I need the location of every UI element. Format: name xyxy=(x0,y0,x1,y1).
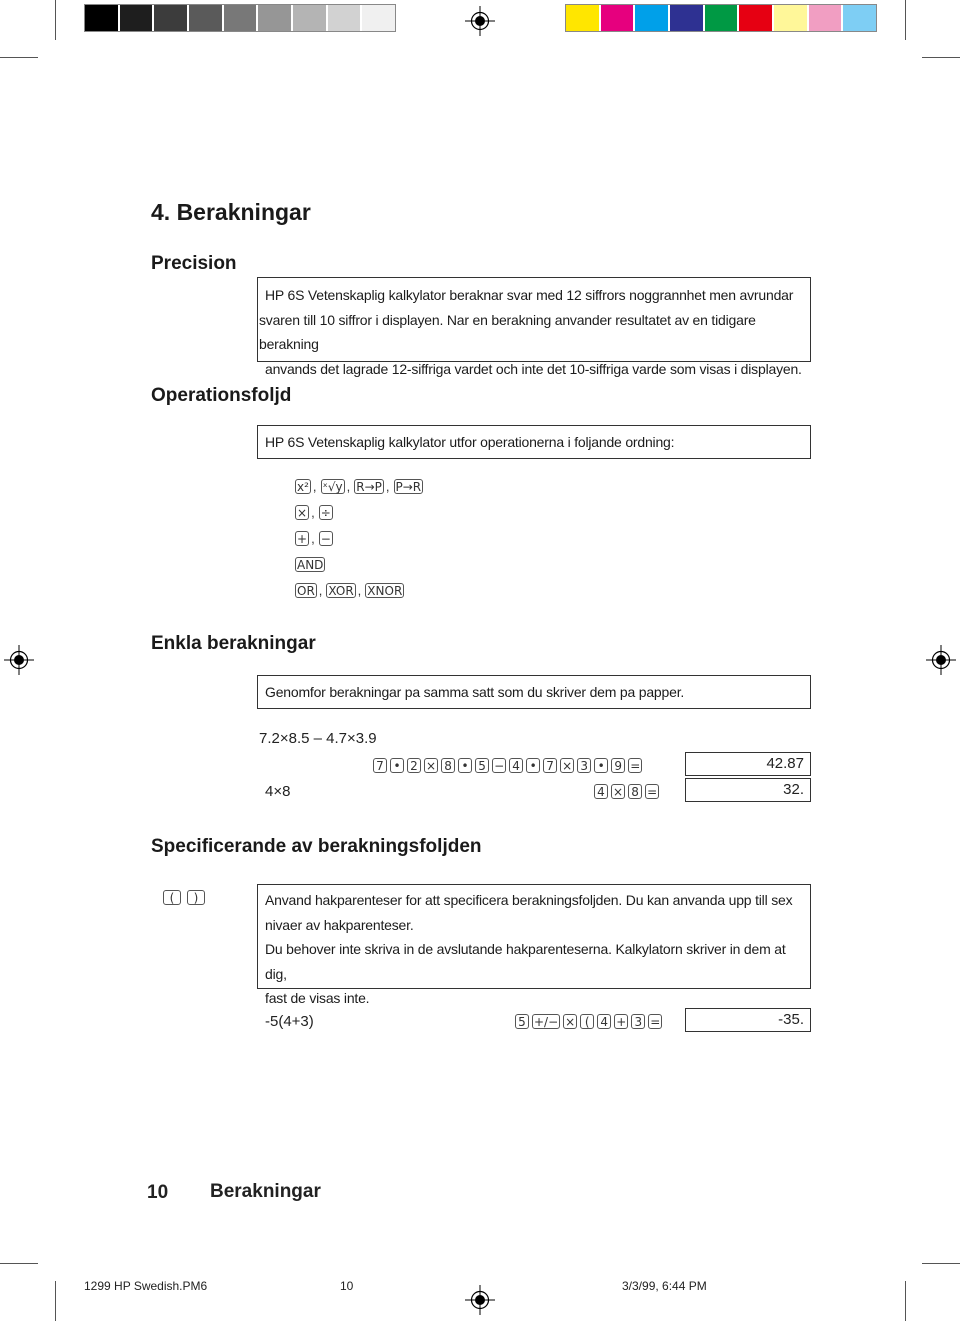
keystroke-sequence xyxy=(594,783,662,799)
color-swatch xyxy=(154,5,187,31)
calculator-key: AND xyxy=(297,558,324,573)
calculator-key: ˣ√y xyxy=(322,480,343,495)
calculator-key: • xyxy=(458,758,472,773)
page-title: 4. Berakningar xyxy=(151,199,311,225)
calculator-key: ) xyxy=(187,890,205,905)
calculator-key: 5 xyxy=(475,758,489,773)
calculator-key: − xyxy=(320,532,331,547)
specificerande-box xyxy=(257,884,811,1006)
calculator-key: P→R xyxy=(395,480,422,495)
specificerande-line: Anvand hakparenteser for att specificera berakningsfoljden. Du kan anvanda upp till sex xyxy=(265,892,793,908)
calculator-key: × xyxy=(297,506,308,521)
separator: , xyxy=(312,479,317,495)
registration-mark-icon xyxy=(465,1285,495,1315)
calculator-key: +/− xyxy=(534,1015,559,1030)
crop-mark xyxy=(905,1281,906,1321)
color-swatch xyxy=(635,5,668,31)
calculator-key: ÷ xyxy=(320,506,331,521)
color-calibration-bar xyxy=(565,4,877,32)
keystroke-sequence xyxy=(373,757,645,773)
calculator-key: 4 xyxy=(597,1014,611,1029)
keystroke-sequence xyxy=(515,1013,665,1029)
grayscale-calibration-bar xyxy=(84,4,396,32)
display-result: -35. xyxy=(685,1008,811,1032)
calculator-key: • xyxy=(390,758,404,773)
color-swatch xyxy=(670,5,703,31)
example-expression: -5(4+3) xyxy=(265,1013,314,1030)
calculator-key: XNOR xyxy=(367,584,403,599)
calculator-key: = xyxy=(630,759,641,774)
calculator-key: × xyxy=(565,1015,576,1030)
calculator-key: x² xyxy=(297,480,309,495)
slug-filename: 1299 HP Swedish.PM6 xyxy=(84,1279,208,1293)
color-swatch xyxy=(258,5,291,31)
color-swatch xyxy=(85,5,118,31)
color-swatch xyxy=(843,5,876,31)
calculator-key: ( xyxy=(163,890,181,905)
color-swatch xyxy=(362,5,395,31)
separator: , xyxy=(311,531,315,547)
operation-priority-row xyxy=(295,556,328,572)
calculator-key: + xyxy=(616,1015,627,1030)
precision-box xyxy=(257,277,811,377)
calculator-key: 4 xyxy=(509,758,523,773)
calculator-key: • xyxy=(594,758,608,773)
crop-mark xyxy=(922,57,960,58)
color-swatch xyxy=(601,5,634,31)
registration-mark-icon xyxy=(4,645,34,675)
calculator-key: OR xyxy=(297,584,315,599)
specificerande-line: nivaer av hakparenteser. xyxy=(265,916,414,933)
display-result: 32. xyxy=(685,778,811,802)
registration-mark-icon xyxy=(465,6,495,36)
calculator-key: 7 xyxy=(373,758,387,773)
calculator-key: 7 xyxy=(543,758,557,773)
color-swatch xyxy=(328,5,361,31)
calculator-key: 3 xyxy=(631,1014,645,1029)
calculator-key: + xyxy=(297,532,308,547)
calculator-key: × xyxy=(562,759,573,774)
specificerande-line: Du behover inte skriva in de avslutande hakparenteserna. Kalkylatorn skriver in dem at dig, xyxy=(265,941,786,982)
separator: , xyxy=(346,479,351,495)
crop-mark xyxy=(905,0,906,40)
precision-heading: Precision xyxy=(151,253,237,274)
enkla-heading: Enkla berakningar xyxy=(151,633,316,654)
separator: , xyxy=(357,583,362,599)
example-expression: 4×8 xyxy=(265,783,291,800)
separator: , xyxy=(385,479,390,495)
color-swatch xyxy=(809,5,842,31)
registration-mark-icon xyxy=(926,645,956,675)
slug-page: 10 xyxy=(340,1279,354,1293)
operation-priority-row xyxy=(295,582,407,598)
calculator-key: = xyxy=(650,1015,661,1030)
calculator-key: R→P xyxy=(356,480,382,495)
color-swatch xyxy=(774,5,807,31)
calculator-key: × xyxy=(426,759,437,774)
calculator-key: 3 xyxy=(577,758,591,773)
operationsfoljd-heading: Operationsfoljd xyxy=(151,385,292,406)
calculator-key: 5 xyxy=(515,1014,529,1029)
crop-mark xyxy=(0,1263,38,1264)
precision-line: anvands det lagrade 12-siffriga vardet och inte det 10-siffriga varde som visas i displayen. xyxy=(265,360,802,377)
slug-date: 3/3/99, 6:44 PM xyxy=(622,1279,707,1293)
color-swatch xyxy=(189,5,222,31)
color-swatch xyxy=(566,5,599,31)
calculator-key: = xyxy=(647,785,658,800)
operationsfoljd-text: HP 6S Vetenskaplig kalkylator utfor operationerna i foljande ordning: xyxy=(265,434,675,450)
calculator-key: • xyxy=(526,758,540,773)
calculator-key: 8 xyxy=(441,758,455,773)
operation-priority-row xyxy=(295,478,426,494)
calculator-key: ( xyxy=(580,1014,594,1029)
enkla-box xyxy=(257,675,811,709)
operationsfoljd-box xyxy=(257,425,811,459)
calculator-key: − xyxy=(494,759,505,774)
calculator-key: × xyxy=(613,785,624,800)
crop-mark xyxy=(922,1263,960,1264)
color-swatch xyxy=(293,5,326,31)
calculator-key: XOR xyxy=(328,584,354,599)
running-footer-section: Berakningar xyxy=(210,1181,321,1202)
color-swatch xyxy=(120,5,153,31)
separator: , xyxy=(318,583,323,599)
color-swatch xyxy=(705,5,738,31)
calculator-key: 4 xyxy=(594,784,608,799)
crop-mark xyxy=(0,57,38,58)
display-result: 42.87 xyxy=(685,752,811,776)
precision-line: svaren till 10 siffror i displayen. Nar en berakning anvander resultatet av en tidigare berakning xyxy=(259,311,756,352)
parenthesis-keys xyxy=(163,889,211,905)
specificerande-line: fast de visas inte. xyxy=(265,990,370,1006)
example-expression: 7.2×8.5 – 4.7×3.9 xyxy=(259,730,377,747)
separator: , xyxy=(311,505,315,521)
precision-line: HP 6S Vetenskaplig kalkylator beraknar svar med 12 siffrors noggrannhet men avrundar xyxy=(265,287,794,303)
color-swatch xyxy=(224,5,257,31)
calculator-key: 8 xyxy=(628,784,642,799)
crop-mark xyxy=(55,0,56,40)
page-number: 10 xyxy=(147,1182,169,1203)
color-swatch xyxy=(739,5,772,31)
crop-mark xyxy=(55,1281,56,1321)
operation-priority-row xyxy=(295,504,336,520)
specificerande-heading: Specificerande av berakningsfoljden xyxy=(151,836,482,857)
calculator-key: 2 xyxy=(407,758,421,773)
operation-priority-row xyxy=(295,530,336,546)
enkla-text: Genomfor berakningar pa samma satt som du skriver dem pa papper. xyxy=(265,684,685,700)
calculator-key: 9 xyxy=(611,758,625,773)
